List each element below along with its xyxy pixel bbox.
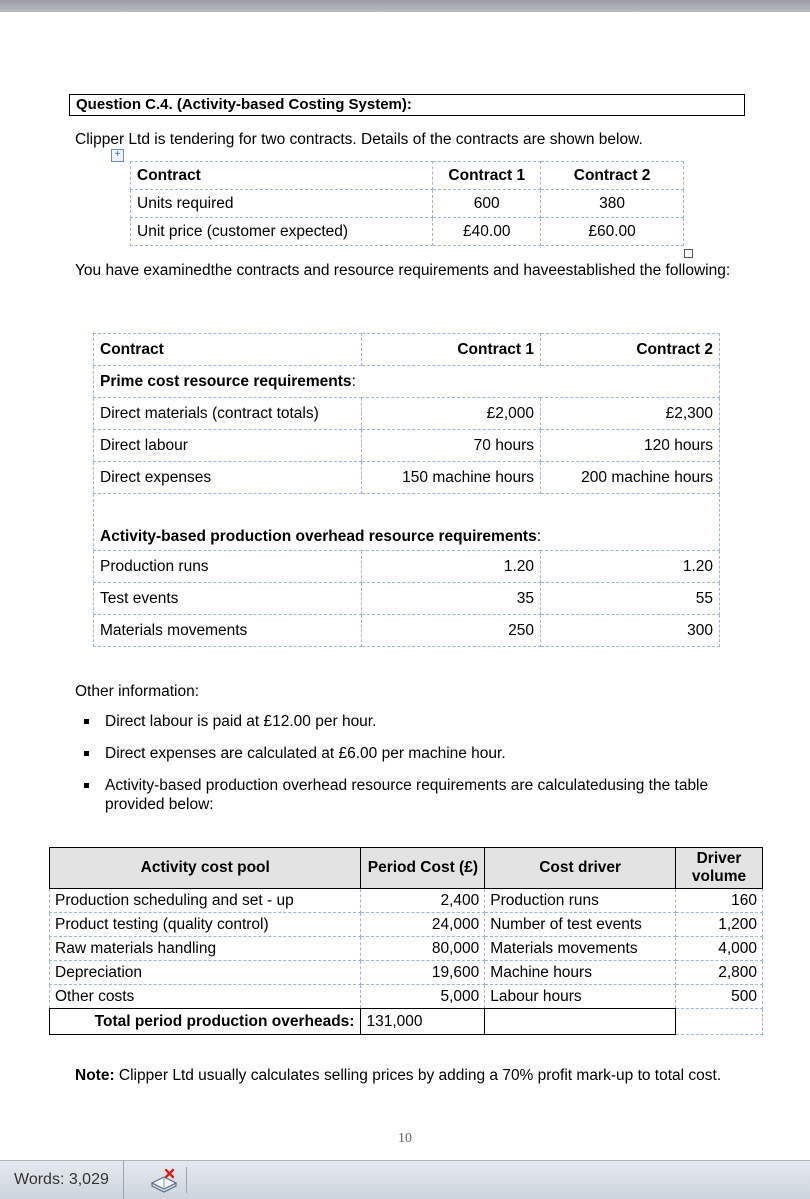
table-cell: 35: [362, 583, 541, 615]
table-cell: 120 hours: [541, 430, 720, 462]
table-cell: Production runs: [485, 889, 676, 913]
table-cell: 4,000: [676, 937, 763, 961]
list-item: Direct expenses are calculated at £6.00 per machine hour.: [75, 744, 755, 763]
table-header-row: [94, 334, 720, 366]
table-row: [94, 398, 720, 430]
table-cell: £2,300: [541, 398, 720, 430]
prime-cost-heading-text: Prime cost resource requirements: [100, 372, 352, 390]
table-cell: Direct labour: [94, 430, 362, 462]
list-item: Activity-based production overhead resource requirements are calculatedusing the table provided below:: [75, 776, 755, 814]
proofing-book-icon[interactable]: [146, 1167, 187, 1193]
status-bar: [0, 1160, 810, 1199]
table-row: [50, 985, 763, 1009]
table-move-handle-icon[interactable]: +: [111, 149, 124, 162]
table-cell: 1.20: [362, 551, 541, 583]
table-cell: 80,000: [361, 937, 485, 961]
table-cell: 5,000: [361, 985, 485, 1009]
table-row: [94, 430, 720, 462]
table-cell: 250: [362, 615, 541, 647]
header-cell: Driver volume: [676, 848, 763, 889]
table-row: [131, 190, 684, 218]
table-cell: 1,200: [676, 913, 763, 937]
note-label: Note:: [75, 1067, 115, 1084]
overhead-heading-text: Activity-based production overhead resource requirements: [100, 528, 537, 545]
table-cell: Units required: [131, 190, 433, 218]
examined-text: You have examinedthe contracts and resource requirements and haveestablished the following:: [75, 262, 731, 279]
table-row: [94, 551, 720, 583]
header-cell: Contract 2: [541, 334, 720, 366]
table-cell: £40.00: [433, 218, 541, 246]
table-cell: Materials movements: [485, 937, 676, 961]
header-cell: Contract 1: [362, 334, 541, 366]
total-row: [50, 1009, 763, 1035]
table-row: [50, 961, 763, 985]
header-cell: Contract 2: [541, 162, 684, 190]
cost-pool-table: [49, 847, 763, 1035]
table-row: [50, 937, 763, 961]
header-cell: Cost driver: [485, 848, 676, 889]
table-cell: Materials movements: [94, 615, 362, 647]
header-cell: Activity cost pool: [50, 848, 361, 889]
table-cell: 300: [541, 615, 720, 647]
total-value: 131,000: [361, 1009, 485, 1035]
contracts-table: [130, 161, 684, 246]
table-cell: [485, 1009, 676, 1035]
table-cell: Raw materials handling: [50, 937, 361, 961]
table-row: [50, 913, 763, 937]
table-cell: 150 machine hours: [362, 462, 541, 494]
table-cell: 19,600: [361, 961, 485, 985]
table-cell: £60.00: [541, 218, 684, 246]
table-resize-handle[interactable]: [684, 249, 693, 258]
table-cell: Production runs: [94, 551, 362, 583]
window-top-bar: [0, 0, 810, 12]
heading-suffix: :: [536, 528, 542, 545]
table-cell: Other costs: [50, 985, 361, 1009]
table-cell: 24,000: [361, 913, 485, 937]
table-cell: [676, 1009, 763, 1035]
list-item: Direct labour is paid at £12.00 per hour.: [75, 712, 755, 731]
table-row: [50, 889, 763, 913]
table-cell: £2,000: [362, 398, 541, 430]
table-cell: Depreciation: [50, 961, 361, 985]
overhead-heading: [94, 494, 720, 551]
table-cell: 70 hours: [362, 430, 541, 462]
word-count[interactable]: Words: 3,029: [0, 1161, 124, 1199]
table-cell: Test events: [94, 583, 362, 615]
header-cell: Period Cost (£): [361, 848, 485, 889]
total-label: Total period production overheads:: [50, 1009, 361, 1035]
table-cell: 380: [541, 190, 684, 218]
intro-text: Clipper Ltd is tendering for two contracts. Details of the contracts are shown below.: [75, 131, 643, 148]
table-row: [94, 462, 720, 494]
table-row: [94, 615, 720, 647]
other-info-list: [75, 712, 755, 827]
note-text: Clipper Ltd usually calculates selling prices by adding a 70% profit mark-up to total cost.: [114, 1067, 722, 1084]
table-cell: Labour hours: [485, 985, 676, 1009]
table-header-row: [131, 162, 684, 190]
table-cell: Direct materials (contract totals): [94, 398, 362, 430]
table-cell: Product testing (quality control): [50, 913, 361, 937]
heading-suffix: :: [351, 372, 356, 390]
header-cell: Contract: [94, 334, 362, 366]
table-cell: Production scheduling and set - up: [50, 889, 361, 913]
table-row: [131, 218, 684, 246]
table-cell: 500: [676, 985, 763, 1009]
table-cell: 2,800: [676, 961, 763, 985]
section-heading-row: [94, 366, 720, 398]
table-cell: Number of test events: [485, 913, 676, 937]
page-number: 10: [398, 1131, 412, 1146]
table-header-row: [50, 848, 763, 889]
table-cell: Direct expenses: [94, 462, 362, 494]
table-cell: Unit price (customer expected): [131, 218, 433, 246]
table-cell: 200 machine hours: [541, 462, 720, 494]
section-heading-row: [94, 494, 720, 551]
question-title: Question C.4. (Activity-based Costing System):: [69, 94, 745, 116]
table-cell: 1.20: [541, 551, 720, 583]
note-paragraph: [75, 1066, 755, 1085]
header-cell: Contract 1: [433, 162, 541, 190]
table-cell: 160: [676, 889, 763, 913]
table-cell: 600: [433, 190, 541, 218]
other-info-heading: Other information:: [75, 683, 200, 700]
table-cell: 55: [541, 583, 720, 615]
table-cell: 2,400: [361, 889, 485, 913]
table-row: [94, 583, 720, 615]
header-cell: Contract: [131, 162, 433, 190]
prime-cost-heading: [94, 366, 720, 398]
table-cell: Machine hours: [485, 961, 676, 985]
resources-table: [93, 333, 720, 647]
